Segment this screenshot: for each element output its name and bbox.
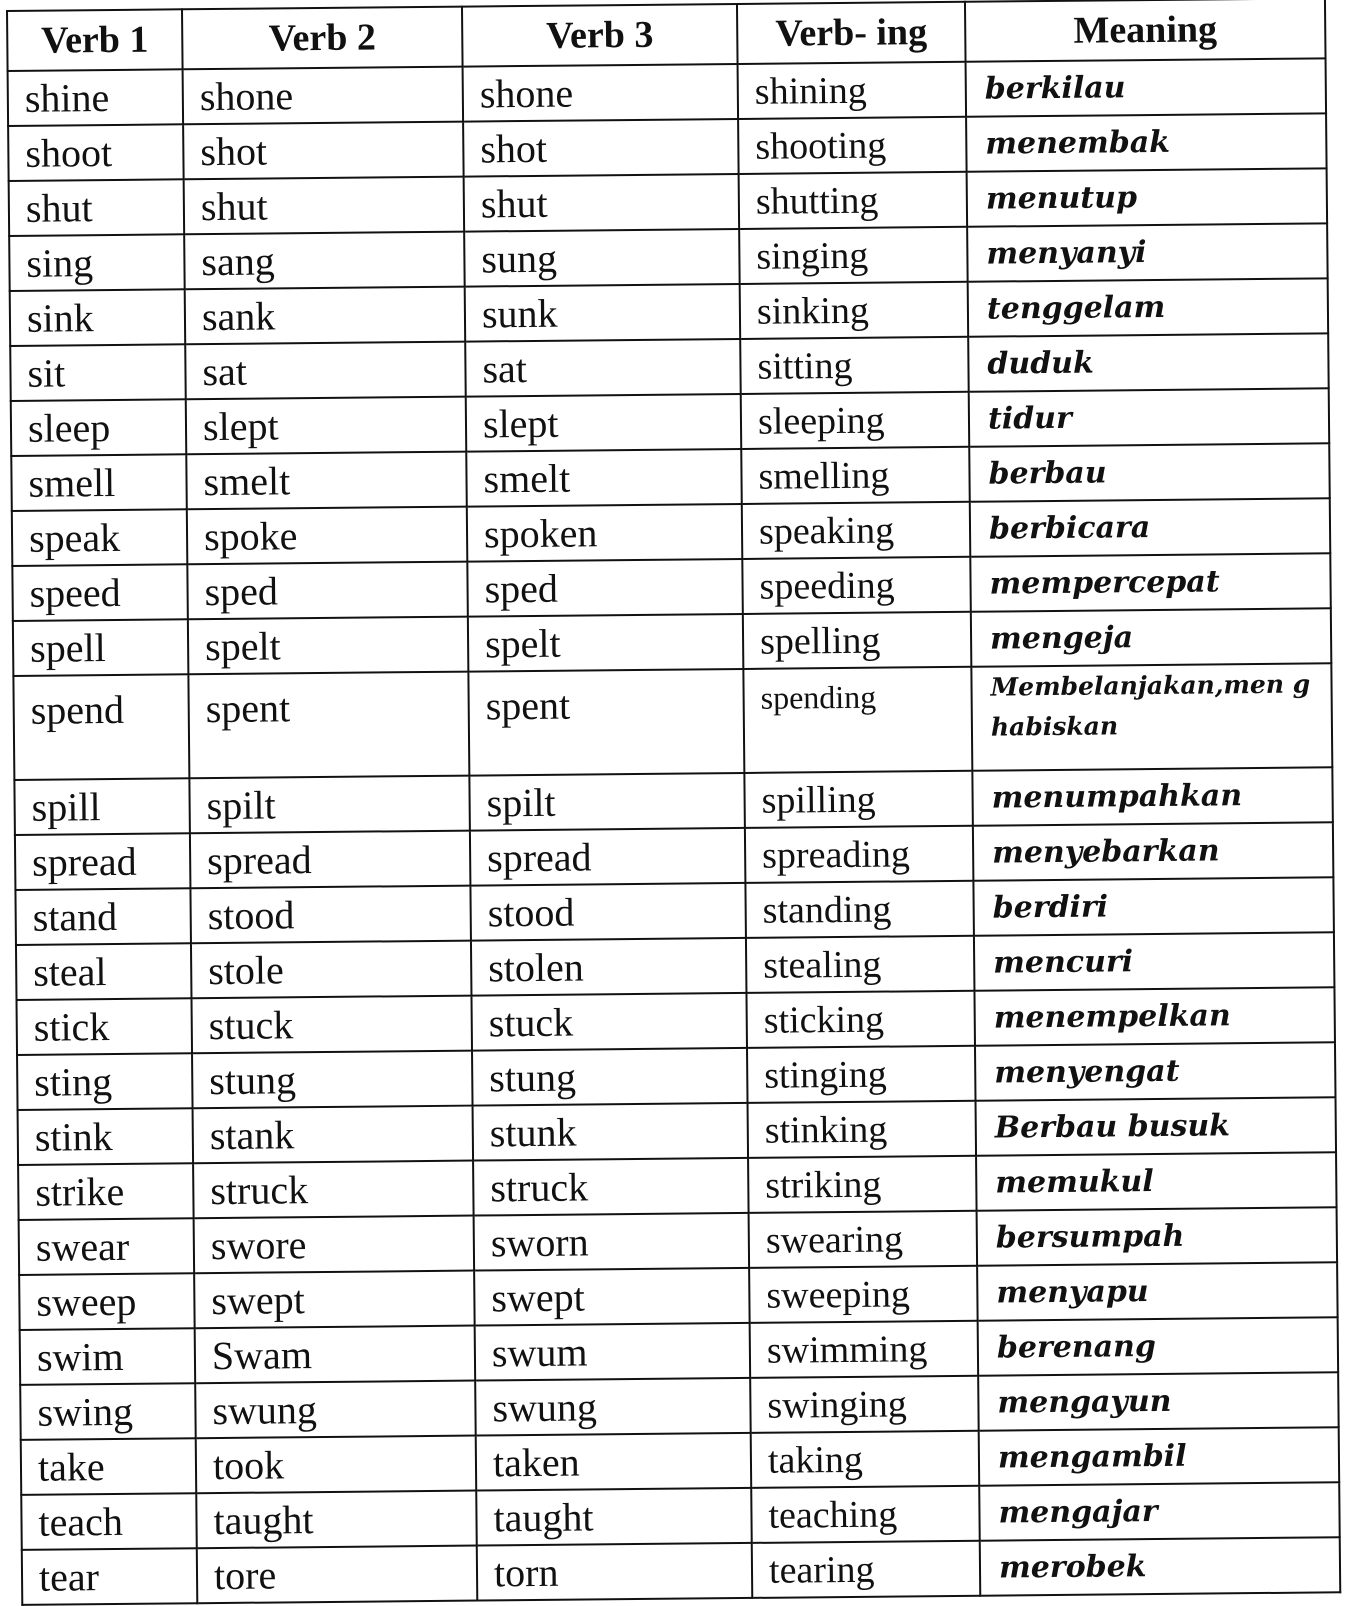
verb1-cell: swim [20, 1328, 196, 1385]
verb1-cell: speak [12, 509, 188, 566]
verb2-cell: spoke [187, 507, 468, 565]
verb3-cell: torn [477, 1543, 753, 1601]
meaning-cell: berkilau [966, 58, 1327, 116]
table-body [8, 58, 1341, 1605]
verb2-cell: smelt [186, 452, 467, 510]
meaning-cell: mempercepat [970, 553, 1331, 611]
verbing-cell: swinging [750, 1376, 979, 1433]
meaning-cell: menumpahkan [972, 767, 1333, 825]
meaning-cell: menyebarkan [973, 822, 1334, 880]
verb2-cell: spent [188, 672, 469, 779]
verb2-cell: shot [183, 122, 464, 180]
verb2-cell: slept [186, 397, 467, 455]
verbing-cell: shining [738, 62, 967, 119]
verb3-cell: swept [474, 1268, 750, 1326]
verb3-cell: shone [463, 64, 739, 122]
verb1-cell: sing [9, 234, 185, 291]
verb3-cell: sped [467, 559, 743, 617]
header-verb1: Verb 1 [7, 9, 183, 71]
header-verbing: Verb- ing [737, 2, 966, 64]
verb3-cell: stood [470, 883, 746, 941]
meaning-cell: mencuri [974, 932, 1335, 990]
verb2-cell: stood [190, 886, 471, 944]
verb3-cell: spent [468, 669, 744, 776]
verb2-cell: stuck [191, 996, 472, 1054]
verb3-cell: spelt [468, 614, 744, 672]
meaning-cell: mengayun [978, 1372, 1339, 1430]
verbing-cell: sinking [740, 282, 969, 339]
header-meaning: Meaning [965, 0, 1326, 62]
verb2-cell: sank [185, 287, 466, 345]
verb1-cell: speed [12, 564, 188, 621]
meaning-cell: memukul [976, 1152, 1337, 1210]
verb1-cell: sink [10, 289, 186, 346]
verb3-cell: taken [476, 1433, 752, 1491]
meaning-cell: menyengat [975, 1042, 1336, 1100]
meaning-cell: berbau [969, 443, 1330, 501]
verb1-cell: sting [17, 1053, 193, 1110]
meaning-cell: berenang [978, 1317, 1339, 1375]
meaning-cell: menembak [966, 113, 1327, 171]
verb2-cell: stole [191, 941, 472, 999]
verb2-cell: sang [184, 232, 465, 290]
meaning-cell: tenggelam [968, 278, 1329, 336]
verb2-cell: spelt [188, 617, 469, 675]
verbing-cell: sleeping [741, 392, 970, 449]
meaning-cell: bersumpah [977, 1207, 1338, 1265]
verb3-cell: shut [464, 174, 740, 232]
verb1-cell: spell [13, 619, 189, 676]
verb1-cell: take [21, 1438, 197, 1495]
table-row [13, 663, 1332, 780]
verbing-cell: speaking [742, 502, 971, 559]
verb1-cell: stand [15, 888, 191, 945]
irregular-verbs-table [6, 0, 1341, 1606]
verb2-cell: swept [194, 1271, 475, 1329]
verb1-cell: sleep [11, 399, 187, 456]
verb3-cell: spoken [467, 504, 743, 562]
verbing-cell: stinking [748, 1101, 977, 1158]
verb2-cell: swung [195, 1381, 476, 1439]
verb3-cell: stuck [471, 993, 747, 1051]
verb2-cell: struck [193, 1161, 474, 1219]
meaning-cell: berbicara [970, 498, 1331, 556]
meaning-cell: duduk [968, 333, 1329, 391]
verb2-cell: spread [190, 831, 471, 889]
verbing-cell: sweeping [749, 1266, 978, 1323]
verb1-cell: steal [16, 943, 192, 1000]
verb2-cell: taught [196, 1491, 477, 1549]
meaning-cell: mengajar [979, 1482, 1340, 1540]
verb1-cell: shine [8, 69, 184, 126]
verbing-cell: swimming [750, 1321, 979, 1378]
verbing-cell: stealing [746, 936, 975, 993]
verb3-cell: spread [470, 828, 746, 886]
meaning-cell: Membelanjakan,men ghabiskan [971, 663, 1332, 770]
verbing-cell: standing [745, 881, 974, 938]
verb1-cell: spread [15, 833, 191, 890]
verb1-cell: tear [22, 1548, 198, 1605]
verb3-cell: sat [465, 339, 741, 397]
verb1-cell: shoot [8, 124, 184, 181]
verb2-cell: took [196, 1436, 477, 1494]
verb1-cell: spend [13, 674, 189, 780]
verb1-cell: swear [19, 1218, 195, 1275]
meaning-cell: menyapu [977, 1262, 1338, 1320]
verb3-cell: swung [475, 1378, 751, 1436]
meaning-cell: mengambil [979, 1427, 1340, 1485]
verbing-cell: shooting [738, 117, 967, 174]
verb1-cell: swing [20, 1383, 196, 1440]
verb1-cell: stink [18, 1108, 194, 1165]
verb1-cell: spill [14, 778, 190, 835]
verbing-cell: stinging [747, 1046, 976, 1103]
verb3-cell: stunk [473, 1103, 749, 1161]
verb2-cell: swore [194, 1216, 475, 1274]
table-row [22, 1537, 1340, 1605]
verb2-cell: sat [185, 342, 466, 400]
header-verb2: Verb 2 [182, 7, 463, 70]
meaning-cell: berdiri [973, 877, 1334, 935]
verb3-cell: sunk [465, 284, 741, 342]
verb1-cell: teach [21, 1493, 197, 1550]
meaning-cell: menempelkan [974, 987, 1335, 1045]
verbing-cell: spelling [743, 612, 972, 669]
meaning-cell: merobek [980, 1537, 1341, 1595]
verb1-cell: stick [17, 998, 193, 1055]
meaning-cell: menutup [967, 168, 1328, 226]
verb3-cell: sworn [474, 1213, 750, 1271]
verbing-cell: taking [751, 1431, 980, 1488]
header-verb3: Verb 3 [462, 4, 738, 67]
verb2-cell: shut [184, 177, 465, 235]
verb2-cell: sped [187, 562, 468, 620]
meaning-cell: tidur [969, 388, 1330, 446]
verb1-cell: strike [18, 1163, 194, 1220]
verbing-cell: spending [743, 667, 972, 773]
verbing-cell: striking [748, 1156, 977, 1213]
verbing-cell: teaching [751, 1486, 980, 1543]
verbing-cell: sitting [740, 337, 969, 394]
verb1-cell: sit [10, 344, 186, 401]
scanned-page [6, 0, 1339, 1600]
verb1-cell: sweep [19, 1273, 195, 1330]
verb3-cell: slept [466, 394, 742, 452]
meaning-cell: menyanyi [967, 223, 1328, 281]
meaning-cell: mengeja [971, 608, 1332, 666]
verb3-cell: taught [476, 1488, 752, 1546]
verbing-cell: swearing [749, 1211, 978, 1268]
verb3-cell: stung [472, 1048, 748, 1106]
verb3-cell: struck [473, 1158, 749, 1216]
verb2-cell: spilt [189, 776, 470, 834]
verb2-cell: stung [192, 1051, 473, 1109]
verb3-cell: spilt [469, 773, 745, 831]
verbing-cell: spilling [744, 771, 973, 828]
verb2-cell: Swam [195, 1326, 476, 1384]
verb3-cell: smelt [466, 449, 742, 507]
verbing-cell: tearing [752, 1541, 981, 1598]
verbing-cell: smelling [741, 447, 970, 504]
verb3-cell: swum [475, 1323, 751, 1381]
verbing-cell: spreading [745, 826, 974, 883]
verb3-cell: shot [463, 119, 739, 177]
meaning-cell: Berbau busuk [976, 1097, 1337, 1155]
verb2-cell: tore [197, 1546, 478, 1604]
verb3-cell: sung [464, 229, 740, 287]
verbing-cell: speeding [742, 557, 971, 614]
verb2-cell: stank [193, 1106, 474, 1164]
verbing-cell: shutting [739, 172, 968, 229]
verb1-cell: shut [9, 179, 185, 236]
verb1-cell: smell [11, 454, 187, 511]
verb3-cell: stolen [471, 938, 747, 996]
verbing-cell: singing [739, 227, 968, 284]
verb2-cell: shone [183, 67, 464, 125]
verbing-cell: sticking [746, 991, 975, 1048]
